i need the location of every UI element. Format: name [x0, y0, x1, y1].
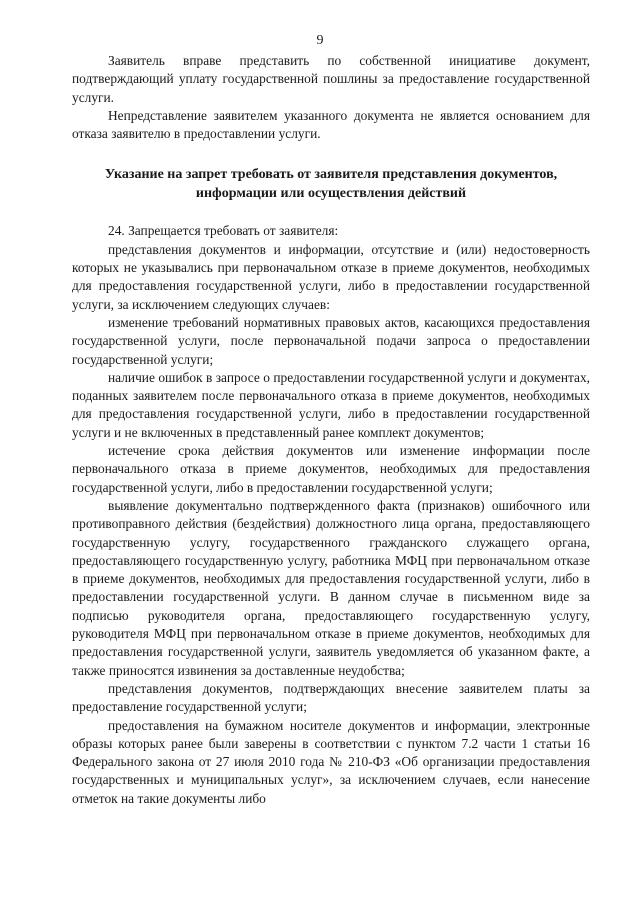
paragraph-documents-not-required: представления документов и информации, отсутствие и (или) недостоверность которых не указывались при первоначальном отказе в приеме документов, необходимых для предоставления государственной услуги, либо в предоставлении государственной услуги, за исключением следующих случаев:: [72, 241, 590, 312]
page-number: 9: [316, 33, 324, 48]
paragraph-payment-proof: представления документов, подтверждающих внесение заявителем платы за предоставление государственной услуги;: [72, 680, 590, 715]
section-heading-line-2: информации или осуществления действий: [195, 186, 467, 202]
section-heading: [72, 165, 590, 203]
section-heading-line-1: Указание на запрет требовать от заявителя представления документов,: [104, 167, 558, 183]
document-body: [72, 52, 590, 808]
paragraph-item-24: 24. Запрещается требовать от заявителя:: [108, 223, 339, 239]
paragraph-exception-legal-change: изменение требований нормативных правовых актов, касающихся предоставления государственной услуги, после первоначальной подачи запроса о предоставлении государственной услуги;: [72, 314, 590, 367]
paragraph-paper-documents: предоставления на бумажном носителе документов и информации, электронные образы которых ранее были заверены в соответствии с пунктом 7.2 части 1 статьи 16 Федерального закона от 27 июля 2010 года № 210-ФЗ «Об организации предоставления государственных и муниципальных услуг», за исключением случаев, если нанесение отметок на такие документы либо: [72, 717, 590, 806]
paragraph-exception-expiry: истечение срока действия документов или изменение информации после первоначального отказа в приеме документов, необходимых для предоставления государственной услуги, либо в предоставлении государственной услуги;: [72, 443, 590, 495]
paragraph-exception-errors: наличие ошибок в запросе о предоставлении государственной услуги и документах, поданных заявителем после первоначального отказа в приеме документов, необходимых для предоставления государственной услуги, либо в предоставлении государственной услуги и не включенных в представленный ранее комплект документов;: [72, 369, 590, 440]
paragraph-state-fee-not-grounds: Непредставление заявителем указанного документа не является основанием для отказа заявителю в предоставлении услуги.: [72, 107, 590, 142]
paragraph-exception-misconduct: выявление документально подтвержденного факта (признаков) ошибочного или противоправного действия (бездействия) должностного лица органа, предоставляющего государственную услугу, государственного гражданского служащего органа, предоставляющего государственную услугу, работника МФЦ при первоначальном отказе в приеме документов, необходимых для предоставления государственной услуги, либо в предоставлении государственной услуги. В данном случае в письменном виде за подписью руководителя органа, предоставляющего государственную услугу, руководителя МФЦ при первоначальном отказе в приеме документов, необходимых для предоставления государственной услуги, заявитель уведомляется об указанном факте, а также приносятся извинения за доставленные неудобства;: [72, 497, 590, 678]
paragraph-state-fee-optional: Заявитель вправе представить по собственной инициативе документ, подтверждающий уплату государственной пошлины за предоставление государственной услуги.: [72, 53, 590, 105]
